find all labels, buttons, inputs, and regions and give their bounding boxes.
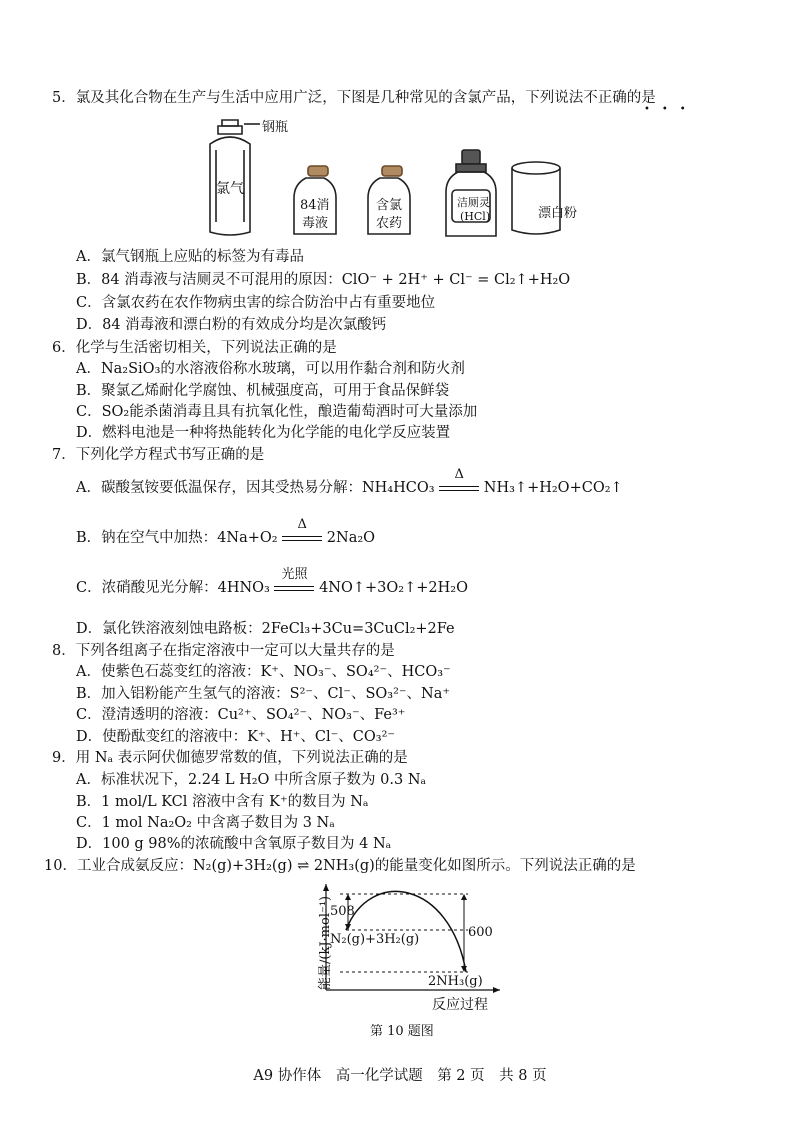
q7-c-reactants: C．浓硝酸见光分解：4HNO₃ bbox=[76, 580, 270, 596]
condition-text: 光照 bbox=[281, 567, 308, 582]
figure-caption: 第 10 题图 bbox=[370, 1024, 434, 1039]
emphasis-dots: ••• bbox=[644, 104, 698, 115]
page-footer: A9 协作体 高一化学试题 第 2 页 共 8 页 bbox=[253, 1068, 547, 1084]
q7-option-c bbox=[76, 567, 468, 598]
label-508: 508 bbox=[330, 904, 355, 919]
q7-option-b bbox=[76, 517, 376, 548]
toilet-cleaner-label-2: (HCl) bbox=[460, 210, 491, 223]
pesticide-label-2: 农药 bbox=[376, 216, 403, 231]
condition-text: Δ bbox=[454, 467, 464, 482]
q5-option-c: C．含氯农药在农作物病虫害的综合防治中占有重要地位 bbox=[76, 295, 436, 311]
q9-option-c: C．1 mol Na₂O₂ 中含离子数目为 3 Nₐ bbox=[76, 815, 335, 831]
toilet-cleaner-label-1: 洁厕灵 bbox=[457, 196, 490, 209]
y-axis-label: 能量/(kJ·mol⁻¹) bbox=[318, 895, 333, 990]
pesticide-label-1: 含氯 bbox=[376, 198, 403, 213]
q5-stem: 5．氯及其化合物在生产与生活中应用广泛，下图是几种常见的含氯产品，下列说法不正确的是 bbox=[52, 90, 656, 106]
steel-cylinder-label: 钢瓶 bbox=[262, 120, 289, 135]
q7-option-a bbox=[76, 467, 623, 498]
heat-condition-arrow bbox=[439, 467, 479, 495]
q6-option-d: D．燃料电池是一种将热能转化为化学能的电化学反应装置 bbox=[76, 425, 451, 441]
q5-option-b: B．84 消毒液与洁厕灵不可混用的原因：ClO⁻ + 2H⁺ + Cl⁻ = Cl₂↑+H₂O bbox=[76, 272, 571, 288]
product-level-label: 2NH₃(g) bbox=[428, 974, 483, 989]
q10-stem: 10．工业合成氨反应：N₂(g)+3H₂(g) ⇌ 2NH₃(g)的能量变化如图所示。下列说法正确的是 bbox=[44, 858, 636, 874]
q8-option-d: D．使酚酞变红的溶液中：K⁺、H⁺、Cl⁻、CO₃²⁻ bbox=[76, 729, 396, 745]
q8-stem: 8．下列各组离子在指定溶液中一定可以大量共存的是 bbox=[52, 643, 395, 659]
q7-b-products: 2Na₂O bbox=[326, 530, 376, 546]
label-600: 600 bbox=[468, 925, 493, 940]
q8-option-c: C．澄清透明的溶液：Cu²⁺、SO₄²⁻、NO₃⁻、Fe³⁺ bbox=[76, 707, 406, 723]
bottle-84-label-2: 毒液 bbox=[302, 216, 329, 231]
q6-option-a: A．Na₂SiO₃的水溶液俗称水玻璃，可以用作黏合剂和防火剂 bbox=[76, 361, 465, 377]
q7-a-products: NH₃↑+H₂O+CO₂↑ bbox=[483, 480, 623, 496]
condition-text: Δ bbox=[297, 517, 307, 532]
q7-a-reactants: A．碳酸氢铵要低温保存，因其受热易分解：NH₄HCO₃ bbox=[76, 480, 435, 496]
q5-option-a: A．氯气钢瓶上应贴的标签为有毒品 bbox=[76, 249, 304, 265]
q7-c-products: 4NO↑+3O₂↑+2H₂O bbox=[319, 580, 468, 596]
chlorine-cylinder-label: 氯气 bbox=[216, 181, 244, 197]
bottle-84-label-1: 84消 bbox=[300, 198, 330, 213]
q6-option-c: C．SO₂能杀菌消毒且具有抗氧化性，酿造葡萄酒时可大量添加 bbox=[76, 404, 478, 420]
q7-b-reactants: B．钠在空气中加热：4Na+O₂ bbox=[76, 530, 278, 546]
bleaching-powder-label: 漂白粉 bbox=[538, 206, 578, 221]
q6-stem: 6．化学与生活密切相关，下列说法正确的是 bbox=[52, 340, 337, 356]
x-axis-label: 反应过程 bbox=[432, 997, 488, 1013]
q6-option-b: B．聚氯乙烯耐化学腐蚀、机械强度高，可用于食品保鲜袋 bbox=[76, 383, 450, 399]
heat-condition-arrow bbox=[282, 517, 322, 545]
q8-option-a: A．使紫色石蕊变红的溶液：K⁺、NO₃⁻、SO₄²⁻、HCO₃⁻ bbox=[76, 664, 451, 680]
reactant-level-label: N₂(g)+3H₂(g) bbox=[330, 932, 420, 947]
q7-stem: 7．下列化学方程式书写正确的是 bbox=[52, 447, 265, 463]
q9-option-d: D．100 g 98%的浓硫酸中含氧原子数目为 4 Nₐ bbox=[76, 836, 392, 852]
q9-option-a: A．标准状况下，2.24 L H₂O 中所含原子数为 0.3 Nₐ bbox=[76, 772, 427, 788]
q9-option-b: B．1 mol/L KCl 溶液中含有 K⁺的数目为 Nₐ bbox=[76, 794, 369, 810]
q7-option-d: D．氯化铁溶液刻蚀电路板：2FeCl₃+3Cu=3CuCl₂+2Fe bbox=[76, 621, 455, 637]
q5-option-d: D．84 消毒液和漂白粉的有效成分均是次氯酸钙 bbox=[76, 317, 387, 333]
q8-option-b: B．加入铝粉能产生氢气的溶液：S²⁻、Cl⁻、SO₃²⁻、Na⁺ bbox=[76, 686, 451, 702]
q9-stem: 9．用 Nₐ 表示阿伏伽德罗常数的值，下列说法正确的是 bbox=[52, 750, 408, 766]
light-condition-arrow bbox=[274, 567, 314, 595]
